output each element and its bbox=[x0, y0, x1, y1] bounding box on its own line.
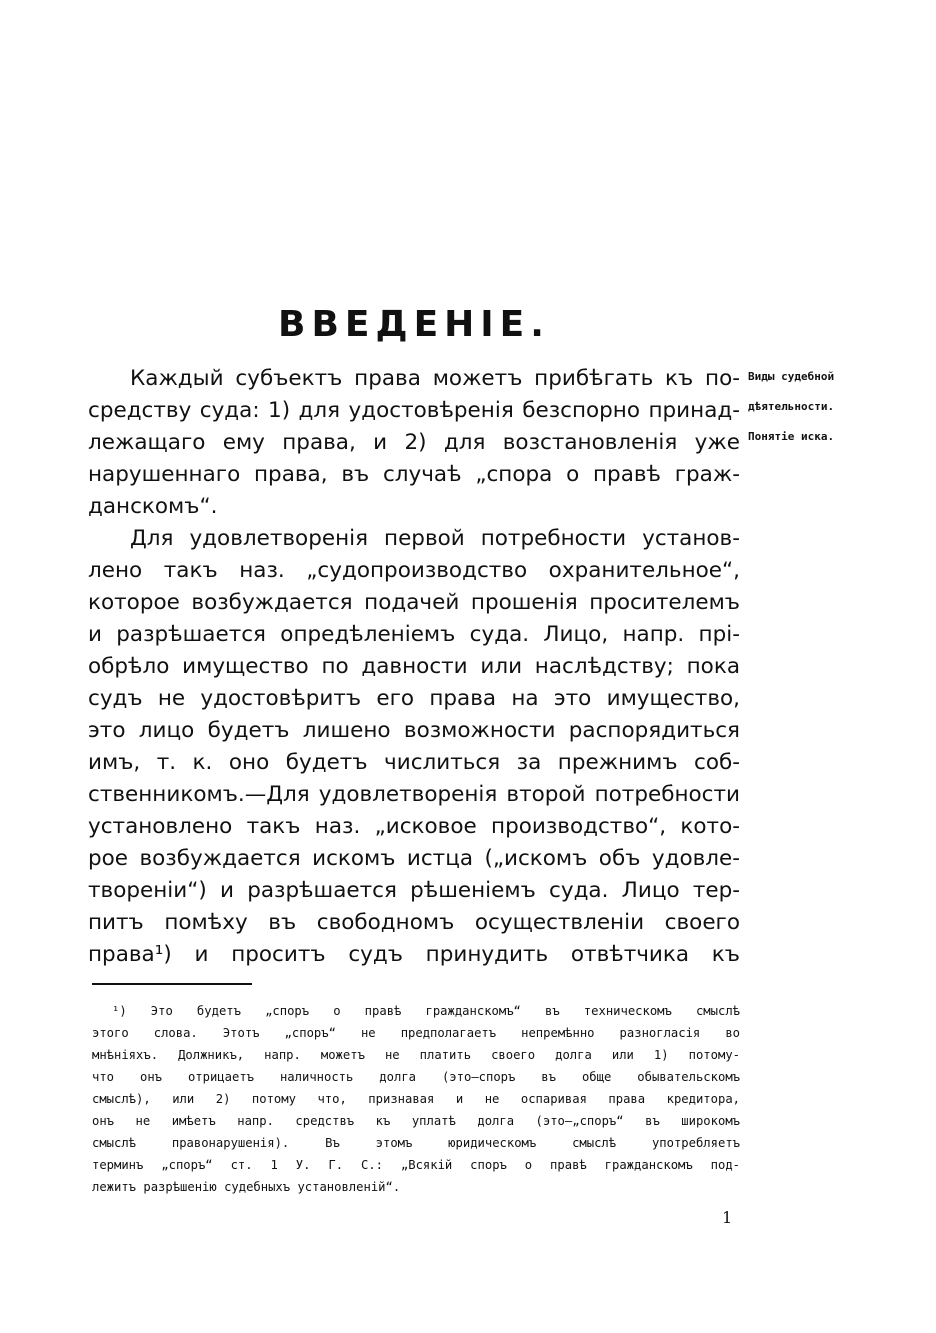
body-text-line: нарушеннаго права, въ случаѣ „спора о правѣ граж- bbox=[88, 462, 740, 487]
body-text-line: питъ помѣху въ свободномъ осуществленіи своего bbox=[88, 910, 740, 935]
body-text-line: права¹) и проситъ судъ принудить отвѣтчика къ bbox=[88, 942, 740, 967]
body-text-line: средству суда: 1) для удостовѣренія безспорно принад- bbox=[88, 398, 740, 423]
footnote-line: мнѣніяхъ. Должникъ, напр. можетъ не платить своего долга или 1) потому- bbox=[92, 1048, 740, 1062]
footnote-line: этого слова. Этотъ „споръ“ не предполагаетъ непремѣнно разногласія во bbox=[92, 1026, 740, 1040]
margin-note-line: Виды судебной bbox=[748, 370, 835, 383]
body-text-line: имъ, т. к. оно будетъ числиться за прежнимъ соб- bbox=[88, 750, 740, 775]
body-text-line: данскомъ“. bbox=[88, 494, 218, 519]
footnote-line: смыслѣ), или 2) потому что, признавая и не оспаривая права кредитора, bbox=[92, 1092, 740, 1106]
body-text-line: обрѣло имущество по давности или наслѣдству; пока bbox=[88, 654, 740, 679]
body-text-line: лено такъ наз. „судопроизводство охранительное“, bbox=[88, 558, 740, 583]
body-text-line: которое возбуждается подачей прошенія просителемъ bbox=[88, 590, 740, 615]
body-text-line: ственникомъ.—Для удовлетворенія второй потребности bbox=[88, 782, 740, 807]
footnote-line: терминъ „споръ“ ст. 1 У. Г. С.: „Всякій споръ о правѣ гражданскомъ под- bbox=[92, 1158, 740, 1172]
body-text-line: Каждый субъектъ права можетъ прибѣгать къ по- bbox=[130, 366, 740, 391]
body-text-line: рое возбуждается искомъ истца („искомъ объ удовле- bbox=[88, 846, 740, 871]
footnote-line: ¹) Это будетъ „споръ о правѣ гражданскомъ“ въ техническомъ смыслѣ bbox=[112, 1004, 740, 1018]
footnote-line: что онъ отрицаетъ наличность долга (это—споръ въ обще обывательскомъ bbox=[92, 1070, 740, 1084]
footnote-line: онъ не имѣетъ напр. средствъ къ уплатѣ долга (это—„споръ“ въ широкомъ bbox=[92, 1114, 740, 1128]
footnote-line: лежитъ разрѣшенію судебныхъ установленій“. bbox=[92, 1180, 401, 1194]
body-text-line: лежащаго ему права, и 2) для возстановленія уже bbox=[88, 430, 740, 455]
margin-note-line: Понятіе иска. bbox=[748, 430, 835, 443]
body-text-line: это лицо будетъ лишено возможности распорядиться bbox=[88, 718, 740, 743]
footnote-line: смыслѣ правонарушенія). Въ этомъ юридическомъ смыслѣ употребляетъ bbox=[92, 1136, 740, 1150]
page-number: 1 bbox=[722, 1208, 733, 1227]
body-text-line: установлено такъ наз. „исковое производство“, кото- bbox=[88, 814, 740, 839]
body-text-line: Для удовлетворенія первой потребности установ- bbox=[130, 526, 740, 551]
page-title: ВВЕДЕНІЕ. bbox=[278, 304, 550, 345]
body-text-line: судъ не удостовѣритъ его права на это имущество, bbox=[88, 686, 740, 711]
footnote-divider bbox=[92, 983, 252, 985]
body-text-line: и разрѣшается опредѣленіемъ суда. Лицо, напр. прі- bbox=[88, 622, 740, 647]
margin-note-line: дѣятельности. bbox=[748, 400, 835, 413]
body-text-line: твореніи“) и разрѣшается рѣшеніемъ суда. Лицо тер- bbox=[88, 878, 740, 903]
